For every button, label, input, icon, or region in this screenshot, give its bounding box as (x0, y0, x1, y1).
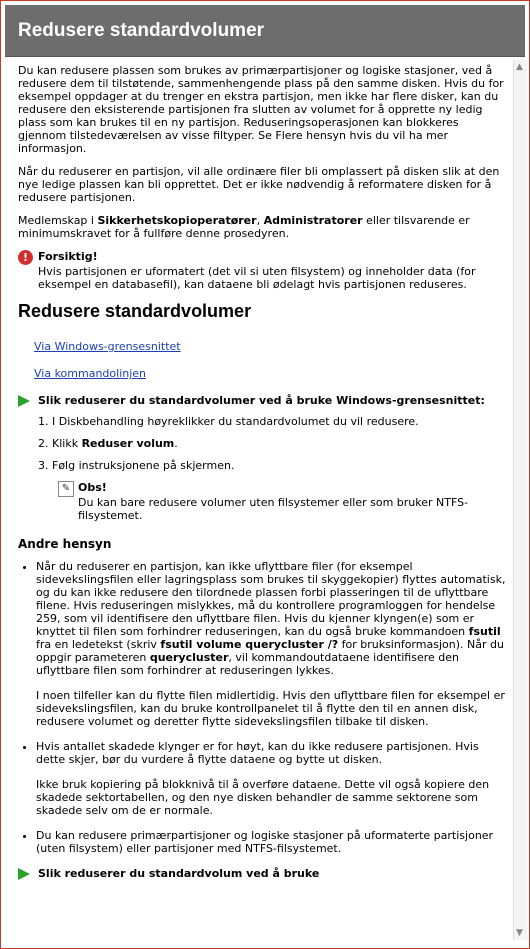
scroll-up-icon[interactable]: ▲ (516, 62, 523, 72)
membership-separator: , (256, 214, 264, 227)
bullet-3-paragraph: • Du kan redusere primærpartisjoner og logiske stasjoner på uformaterte partisjoner (uten filsystem) eller partisjoner med NTFS-filsystemet. (36, 829, 494, 855)
querycluster-parameter: querycluster (149, 651, 229, 664)
procedure-heading-cut[interactable] (18, 867, 510, 880)
list-item (36, 560, 510, 728)
vertical-scrollbar[interactable] (513, 60, 527, 940)
note-text: Du kan bare redusere volumer uten filsystemer eller som bruker NTFS-filsystemet. (78, 496, 469, 522)
procedure-steps (18, 415, 510, 472)
bullet-2-paragraph-1: • Hvis antallet skadede klynger er for høyt, kan du ikke redusere partisjonen. Hvis dette skjer, bør du vurdere å flytte dataene og bytte ut disken. (36, 740, 479, 766)
step-2-text: Klikk (52, 437, 82, 450)
warning-icon: ! (18, 250, 33, 265)
expand-arrow-icon[interactable] (18, 868, 30, 880)
membership-paragraph (18, 214, 510, 240)
step-1: 1. I Diskbehandling høyreklikker du standardvolumet du vil redusere. (52, 415, 510, 428)
help-content (18, 64, 510, 947)
caution-box (18, 250, 510, 291)
procedure-heading[interactable] (18, 394, 510, 407)
group-administrators: Administratorer (263, 214, 363, 227)
bullet-1-text-e: for bruksinformasjon). Når du oppgir parameteren (36, 638, 504, 664)
fsutil-command: fsutil (468, 625, 501, 638)
step-2-end: . (174, 437, 178, 450)
page-title: Redusere standardvolumer (18, 20, 265, 41)
note-icon: ✎ (58, 481, 74, 497)
bullet-1-text-g: , vil kommandoutdataene identifisere den uflyttbare filen som forhindrer at reduseringen lykkes. (36, 651, 459, 677)
fsutil-querycluster-command: fsutil volume querycluster /? (160, 638, 339, 651)
intro-paragraph-1: Du kan redusere plassen som brukes av primærpartisjoner og logiske stasjoner, ved å redusere dem til tilstøtende, sammenhengende plass på den samme disken. Hvis du for eksempel oppdager at du trenger en ekstra partisjon, men ikke har flere disker, kan du redusere den eksisterende partisjonen fra slutten av volumet for å opprette ny ledig plass som kan brukes til en ny partisjon. Reduseringsoperasjonen kan blokkeres gjennom tilstedeværelsen av visse filtyper. Se Flere hensyn hvis du vil ha mer informasjon. (18, 64, 504, 155)
caution-text: Hvis partisjonen er uformatert (det vil si uten filsystem) og inneholder data (for eksempel en databasefil), kan dataene bli ødelagt hvis partisjonen reduseres. (38, 265, 476, 291)
bullet-1-text-a: Når du reduserer en partisjon, kan ikke uflyttbare filer (for eksempel sidevekslingsfilen eller lagringsplass som brukes til skyggekopier) flyttes automatisk, og du kan ikke redusere den tilordnede plassen forbi plasseringen til de uflyttbare filene. Hvis reduseringen mislykkes, må du kontrollere programloggen for hendelse 259, som vil identifisere den uflyttbare filen. Hvis du kjenner klyngen(e) som er knyttet til filen som forhindrer reduseringen, kan du også bruke kommandoen (36, 560, 506, 638)
considerations-list (18, 560, 510, 855)
membership-text: Medlemskap i (18, 214, 98, 227)
step-3: 3. Følg instruksjonene på skjermen. (52, 459, 510, 472)
note-title: Obs! (78, 481, 107, 494)
step-2-command: Reduser volum (81, 437, 175, 450)
procedure-title: Slik reduserer du standardvolumer ved å bruke Windows-grensesnittet: (38, 394, 485, 407)
link-windows-interface[interactable]: Via Windows-grensesnittet (34, 340, 181, 353)
group-backup-operators: Sikkerhetskopioperatører (97, 214, 257, 227)
title-bar (5, 5, 525, 57)
procedure-title-cut: Slik reduserer du standardvolum ved å bruke (38, 867, 320, 880)
list-item (36, 829, 510, 855)
bullet-1-paragraph-2: I noen tilfeller kan du flytte filen midlertidig. Hvis den uflyttbare filen for eksempel er sidevekslingsfilen, kan du bruke kontrollpanelet til å flytte den til en annen disk, redusere volumet og deretter flytte sidevekslingsfilen tilbake til disken. (36, 689, 505, 728)
other-considerations-title: Andre hensyn (18, 537, 112, 551)
section-title: Redusere standardvolumer (18, 301, 252, 321)
intro-paragraph-2: Når du reduserer en partisjon, vil alle ordinære filer bli omplassert på disken slik at den nye ledige plassen kan bli opprettet. Det er ikke nødvendig å reformatere disken for å redusere partisjonen. (18, 165, 500, 204)
caution-title: Forsiktig! (38, 250, 98, 263)
link-command-line[interactable]: Via kommandolinjen (34, 367, 147, 380)
expand-arrow-icon[interactable] (18, 395, 30, 407)
list-item (36, 740, 510, 817)
scroll-down-icon[interactable]: ▼ (516, 928, 523, 938)
bullet-1-text-c: fra en ledetekst (skriv (36, 638, 161, 651)
step-2 (52, 437, 510, 450)
membership-suffix: eller tilsvarende er minimumskravet for å fullføre denne prosedyren. (18, 214, 470, 240)
note-box (18, 481, 510, 522)
bullet-1-paragraph-1 (36, 560, 510, 677)
bullet-2-paragraph-2: Ikke bruk kopiering på blokknivå til å overføre dataene. Dette vil også kopiere den skadede sektortabellen, og den nye disken behandler de samme sektorene som skadede selv om de er normale. (36, 778, 490, 817)
